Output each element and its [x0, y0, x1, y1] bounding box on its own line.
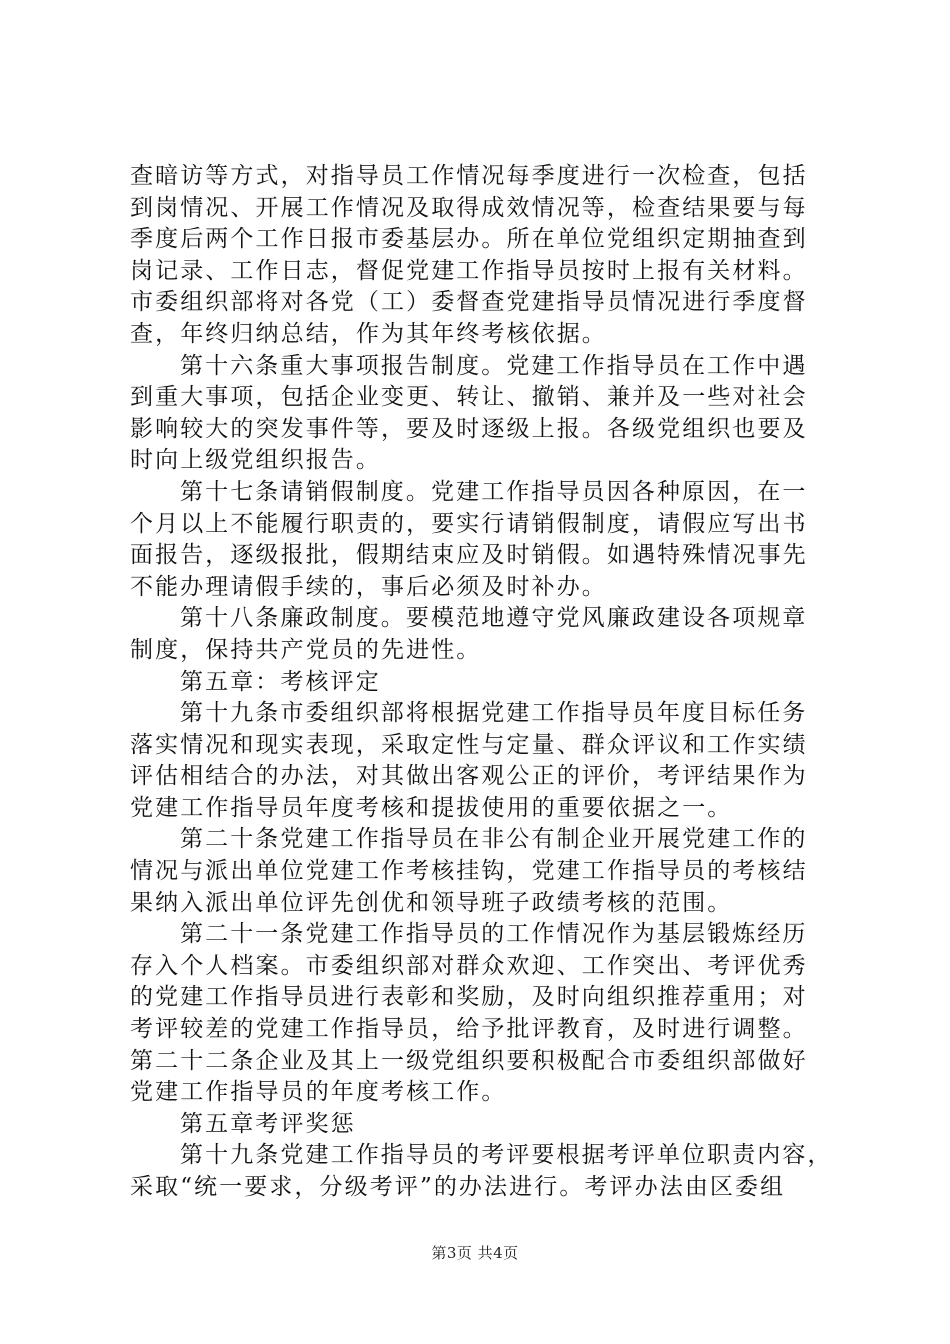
text-line: 第二十条党建工作指导员在非公有制企业开展党建工作的 — [180, 826, 808, 853]
text-line: 存入个人档案。市委组织部对群众欢迎、工作突出、考评优秀 — [130, 952, 808, 979]
text-line: 第十七条请销假制度。党建工作指导员因各种原因，在一 — [180, 478, 808, 505]
text-line: 第十八条廉政制度。要模范地遵守党风廉政建设各项规章 — [180, 605, 808, 632]
text-line: 第二十二条企业及其上一级党组织要积极配合市委组织部做好 — [130, 1047, 808, 1074]
text-line: 采取“统一要求，分级考评”的办法进行。考评办法由区委组 — [130, 1174, 786, 1200]
text-line: 到重大事项，包括企业变更、转让、撤销、兼并及一些对社会 — [130, 384, 808, 411]
text-line: 党建工作指导员的年度考核工作。 — [130, 1079, 507, 1106]
text-line: 影响较大的突发事件等，要及时逐级上报。各级党组织也要及 — [130, 415, 808, 442]
text-line: 落实情况和现实表现，采取定性与定量、群众评议和工作实绩 — [130, 731, 808, 758]
document-body — [130, 161, 833, 1204]
text-line: 查，年终归纳总结，作为其年终考核依据。 — [130, 320, 607, 347]
text-line: 的党建工作指导员进行表彰和奖励，及时向组织推荐重用；对 — [130, 984, 808, 1011]
text-line: 第二十一条党建工作指导员的工作情况作为基层锻炼经历 — [180, 921, 808, 948]
text-line: 时向上级党组织报告。 — [130, 447, 381, 474]
text-line: 第十九条党建工作指导员的考评要根据考评单位职责内容， — [180, 1142, 833, 1169]
text-line: 第五章：考核评定 — [180, 668, 381, 695]
text-line: 季度后两个工作日报市委基层办。所在单位党组织定期抽查到 — [130, 226, 808, 253]
text-line: 不能办理请假手续的，事后必须及时补办。 — [130, 573, 607, 600]
text-line: 岗记录、工作日志，督促党建工作指导员按时上报有关材料。 — [130, 257, 808, 284]
text-line: 党建工作指导员年度考核和提拔使用的重要依据之一。 — [130, 794, 733, 821]
text-line: 考评较差的党建工作指导员，给予批评教育，及时进行调整。 — [130, 1016, 808, 1043]
text-line: 第五章考评奖惩 — [180, 1110, 356, 1137]
text-line: 面报告，逐级报批，假期结束应及时销假。如遇特殊情况事先 — [130, 542, 808, 569]
text-line: 市委组织部将对各党（工）委督查党建指导员情况进行季度督 — [130, 289, 808, 316]
text-line: 查暗访等方式，对指导员工作情况每季度进行一次检查，包括 — [130, 163, 808, 189]
text-line: 制度，保持共产党员的先进性。 — [130, 636, 482, 663]
text-line: 情况与派出单位党建工作考核挂钩，党建工作指导员的考核结 — [130, 858, 808, 885]
text-line: 第十九条市委组织部将根据党建工作指导员年度目标任务 — [180, 700, 808, 727]
text-line: 第十六条重大事项报告制度。党建工作指导员在工作中遇 — [180, 352, 808, 379]
page-footer: 第3页 共4页 — [431, 1244, 519, 1262]
text-line: 评估相结合的办法，对其做出客观公正的评价，考评结果作为 — [130, 763, 808, 790]
text-line: 个月以上不能履行职责的，要实行请销假制度，请假应写出书 — [130, 510, 808, 537]
text-line: 到岗情况、开展工作情况及取得成效情况等，检查结果要与每 — [130, 194, 808, 221]
text-line: 果纳入派出单位评先创优和领导班子政绩考核的范围。 — [130, 889, 733, 916]
